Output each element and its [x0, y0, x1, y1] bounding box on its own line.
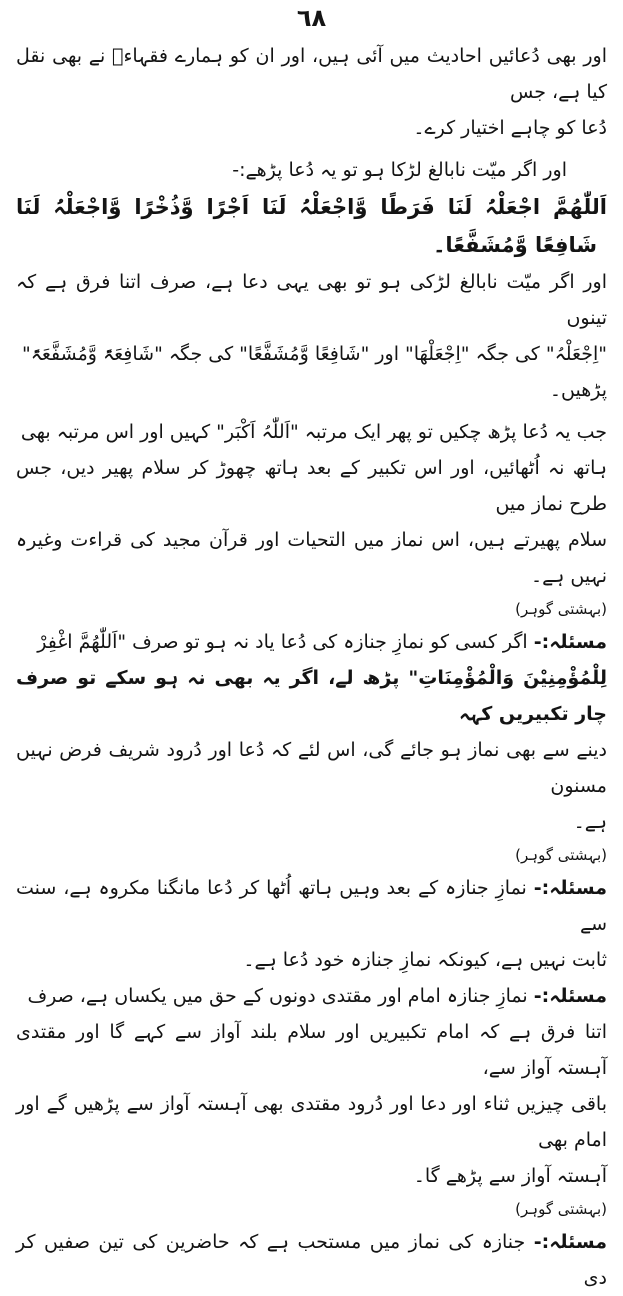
masala-label: مسئلہ:- — [533, 1231, 607, 1253]
reference-bahishti-gohar-1: (بہشتی گوہر) — [515, 600, 607, 618]
masala-4-line-1 — [16, 1224, 607, 1296]
masala-3-line-3: باقی چیزیں ثناء اور دعا اور دُرود مقتدی بھی آہستہ آواز سے پڑھیں گے اور امام بھی — [16, 1093, 607, 1151]
after-dua-line-1: جب یہ دُعا پڑھ چکیں تو پھر ایک مرتبہ "اَللّٰہُ اَکْبَر" کہیں اور اس مرتبہ بھی — [20, 421, 607, 443]
intro-line-1: اور بھی دُعائیں احادیث میں آئی ہیں، اور ان کو ہمارے فقہاءؒ نے بھی نقل کیا ہے، جس — [16, 45, 607, 103]
masala-1-text: اگر کسی کو نمازِ جنازہ کی دُعا یاد نہ ہو تو صرف "اَللّٰھُمَّ اغْفِرْ — [37, 631, 528, 653]
masala-3-text: نمازِ جنازہ امام اور مقتدی دونوں کے حق میں یکساں ہے، صرف — [27, 985, 528, 1007]
girl-line-3: پڑھیں۔ — [549, 379, 607, 401]
masala-3-line-1 — [16, 978, 607, 1014]
masala-2-text: نمازِ جنازہ کے بعد وہیں ہاتھ اُٹھا کر دُعا مانگنا مکروہ ہے، سنت سے — [16, 877, 607, 935]
girl-line-2: "اِجْعَلْہُ" کی جگہ "اِجْعَلْھَا" اور "شَافِعًا وَّمُشَفَّعًا" کی جگہ "شَافِعَۃً وَّمُشَفَّعَۃً" — [21, 343, 607, 365]
masala-label: مسئلہ:- — [533, 985, 607, 1007]
intro-line-2: دُعا کو چاہے اختیار کرے۔ — [413, 117, 607, 139]
masala-label: مسئلہ:- — [533, 631, 607, 653]
masala-1-line-4: ہے۔ — [573, 811, 607, 833]
after-dua-line-2: ہاتھ نہ اُٹھائیں، اور اس تکبیر کے بعد ہاتھ چھوڑ کر سلام پھیر دیں، جس طرح نماز میں — [16, 457, 607, 515]
reference-bahishti-gohar-2: (بہشتی گوہر) — [515, 846, 607, 864]
masala-1-line-2: لِلْمُؤْمِنِیْنَ وَالْمُؤْمِنَاتِ" پڑھ لے، اگر یہ بھی نہ ہو سکے تو صرف چار تکبیریں کہہ — [16, 667, 607, 725]
reference-bahishti-gohar-3: (بہشتی گوہر) — [515, 1200, 607, 1218]
boy-dua-line-2: شَافِعًا وَّمُشَفَّعًا۔ — [433, 233, 597, 257]
page-body — [16, 38, 607, 1296]
masala-1-line-3: دینے سے بھی نماز ہو جائے گی، اس لئے کہ دُعا اور دُرود شریف فرض نہیں مسنون — [16, 739, 607, 797]
masala-2-line-2: ثابت نہیں ہے، کیونکہ نمازِ جنازہ خود دُعا ہے۔ — [243, 949, 607, 971]
masala-1-line-1 — [16, 624, 607, 660]
boy-dua-line-1: اَللّٰھُمَّ اجْعَلْہُ لَنَا فَرَطًا وَّاجْعَلْہُ لَنَا اَجْرًا وَّذُخْرًا وَّاجْعَلْہُ لَنَا — [16, 195, 607, 219]
masala-2-line-1 — [16, 870, 607, 942]
page-number: ٦٨ — [296, 4, 327, 32]
masala-3-line-4: آہستہ آواز سے پڑھے گا۔ — [413, 1165, 607, 1187]
girl-line-1: اور اگر میّت نابالغ لڑکی ہو تو بھی یہی دعا ہے، صرف اتنا فرق ہے کہ تینوں — [16, 271, 607, 329]
masala-3-line-2: اتنا فرق ہے کہ امام تکبیریں اور سلام بلند آواز سے کہے گا اور مقتدی آہستہ آواز سے، — [16, 1021, 607, 1079]
boy-dua-intro: اور اگر میّت نابالغ لڑکا ہو تو یہ دُعا پڑھے:- — [232, 159, 567, 181]
after-dua-line-3: سلام پھیرتے ہیں، اس نماز میں التحیات اور قرآن مجید کی قراءت وغیرہ نہیں ہے۔ — [16, 529, 607, 587]
masala-label: مسئلہ:- — [533, 877, 607, 899]
masala-4-text: جنازہ کی نماز میں مستحب ہے کہ حاضرین کی تین صفیں کر دی — [16, 1231, 607, 1289]
